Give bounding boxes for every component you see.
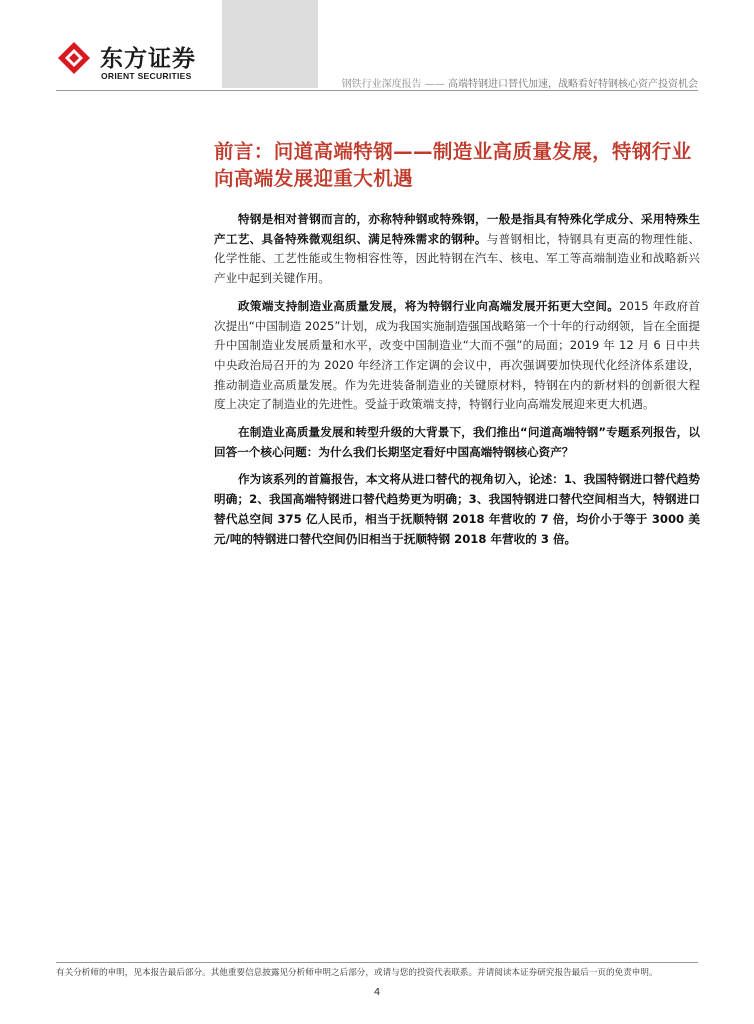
footer-divider (56, 962, 698, 963)
paragraph-lead: 作为该系列的首篇报告，本文将从进口替代的视角切入，论述：1、我国特钢进口替代趋势明确；2、我国高端特钢进口替代趋势更为明确；3、我国特钢进口替代空间相当大，特钢进口替代总空间 375 亿人民币，相当于抚顺特钢 2018 年营收的 7 倍，均价小于等于 3000 美元/吨的特钢进口替代空间仍旧相当于抚顺特钢 2018 年营收的 3 倍。 (214, 472, 700, 546)
logo-english-name: ORIENT SECURITIES (101, 71, 192, 81)
logo-chinese-name: 东方证券 (100, 46, 196, 72)
header-divider (56, 90, 698, 91)
paragraph (214, 297, 700, 415)
header-accent-band (222, 0, 318, 88)
paragraph-text: 2015 年政府首次提出“中国制造 2025”计划，成为我国实施制造强国战略第一个十年的行动纲领，旨在全面提升中国制造业发展质量和水平，改变中国制造业“大而不强”的局面；2019 年 12 月 6 日中共中央政治局召开的为 2020 年经济工作定调的会议中，再次强调要加快现代化经济体系建设，推动制造业高质量发展。作为先进装备制造业的关键原材料，特钢在内的新材料的创新很大程度上决定了制造业的先进性。受益于政策端支持，特钢行业向高端发展迎来更大机遇。 (214, 298, 700, 412)
paragraph-lead: 政策端支持制造业高质量发展，将为特钢行业向高端发展开拓更大空间。 (238, 298, 620, 313)
footer-disclaimer: 有关分析师的申明，见本报告最后部分。其他重要信息披露见分析师申明之后部分，或请与您的投资代表联系。并请阅读本证券研究报告最后一页的免责申明。 (56, 968, 658, 978)
paragraph (214, 470, 700, 549)
paragraph (214, 210, 700, 289)
series-title: 高端特钢进口替代加速，战略看好特钢核心资产投资机会 (448, 79, 698, 90)
running-header (342, 75, 698, 90)
company-logo (56, 40, 226, 84)
orient-securities-logo-icon (56, 40, 92, 76)
page-number: 4 (373, 987, 381, 998)
paragraph-lead: 在制造业高质量发展和转型升级的大背景下，我们推出“问道高端特钢”专题系列报告，以回答一个核心问题：为什么我们长期坚定看好中国高端特钢核心资产？ (214, 425, 700, 459)
report-type: 钢铁行业深度报告 (341, 79, 422, 90)
section-title: 前言：问道高端特钢——制造业高质量发展，特钢行业向高端发展迎重大机遇 (214, 140, 692, 190)
paragraph-text: 与普钢相比，特钢具有更高的物理性能、化学性能、工艺性能或生物相容性等，因此特钢在汽车、核电、军工等高端制造业和战略新兴产业中起到关键作用。 (214, 231, 700, 286)
report-body (214, 210, 700, 557)
paragraph (214, 423, 700, 462)
header-separator: —— (421, 79, 448, 90)
paragraph-lead: 特钢是相对普钢而言的，亦称特种钢或特殊钢，一般是指具有特殊化学成分、采用特殊生产工艺、具备特殊微观组织、满足特殊需求的钢种。 (214, 212, 700, 246)
